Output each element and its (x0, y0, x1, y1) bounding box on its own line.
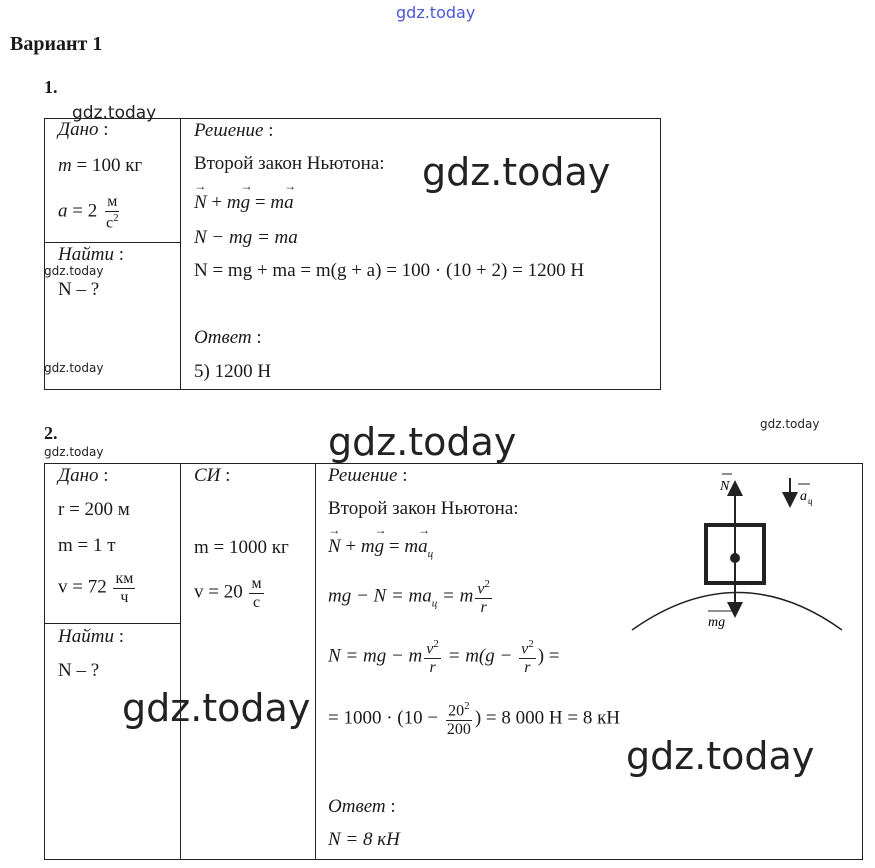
find-value: N – ? (58, 660, 100, 681)
newton-law: Второй закон Ньютона: (328, 498, 519, 519)
column-divider (315, 463, 316, 859)
si-mass: m = 1000 кг (194, 537, 289, 558)
find-label: Найти : (58, 244, 124, 265)
given-mass: m = 100 кг (58, 155, 143, 176)
watermark: gdz.today (44, 445, 104, 459)
watermark: gdz.today (626, 734, 815, 778)
watermark-top: gdz.today (396, 3, 476, 22)
equation-vector: → $N + m\to g = m\to a_ц$ (328, 536, 433, 560)
answer-label: Ответ : (194, 327, 262, 348)
find-label: Найти : (58, 626, 124, 647)
dano-label: Дано : (58, 119, 109, 140)
row-divider (44, 623, 181, 624)
solution-label: Решение : (194, 120, 274, 141)
answer-label: Ответ : (328, 796, 396, 817)
si-label: СИ : (194, 465, 231, 486)
watermark: gdz.today (422, 150, 611, 194)
label-mg: mg (708, 615, 726, 630)
problem-2-number: 2. (44, 423, 58, 443)
watermark: gdz.today (72, 103, 157, 123)
watermark: gdz.today (44, 361, 104, 375)
watermark: gdz.today (44, 264, 104, 278)
force-diagram (628, 470, 848, 635)
hill-arc (632, 593, 842, 631)
answer-value: 5) 1200 Н (194, 361, 272, 382)
answer-value: N = 8 кН (328, 829, 400, 850)
equation-vector: → N + m→ g = m→ a (194, 192, 294, 214)
given-acceleration: a = 2 $\frac{м}{с^2}$ (58, 193, 119, 231)
equation-2: N − mg = ma (194, 227, 298, 248)
given-mass: m = 1 т (58, 535, 116, 556)
label-a: a (800, 489, 807, 504)
newton-law: Второй закон Ньютона: (194, 153, 385, 174)
row-divider (44, 242, 181, 243)
given-speed: v = 72 $\frac{км}{ч}$ (58, 570, 134, 606)
equation-2: mg − $N = ma_ц = m$ $\frac{v^2}{r}$ (328, 578, 490, 616)
column-divider (180, 463, 181, 859)
label-N: N (720, 479, 730, 494)
label-a-sub: ц (808, 496, 813, 506)
dano-label: Дано : (58, 465, 109, 486)
watermark: gdz.today (760, 417, 820, 431)
variant-title: Вариант 1 (10, 33, 103, 55)
given-radius: r = 200 м (58, 499, 130, 520)
watermark: gdz.today (122, 686, 311, 730)
find-value: N – ? (58, 279, 100, 300)
equation-3: N = mg + ma = m(g + a) = 100 · (10 + 2) = 1200 Н (194, 260, 585, 281)
problem-1-number: 1. (44, 77, 58, 97)
equation-3: N = mg − m $\frac{v^2}{r}$ = m(g − $\frac{v^2}{r}$ ) = (328, 638, 560, 676)
solution-label: Решение : (328, 465, 408, 486)
column-divider (180, 118, 181, 389)
si-speed: v = 20 $\frac{м}{с}$ (194, 575, 262, 611)
equation-4: = 1000 · (10 − $\frac{20^2}{200}$ ) = 8 000 Н = 8 кН (328, 700, 621, 738)
watermark: gdz.today (328, 420, 517, 464)
